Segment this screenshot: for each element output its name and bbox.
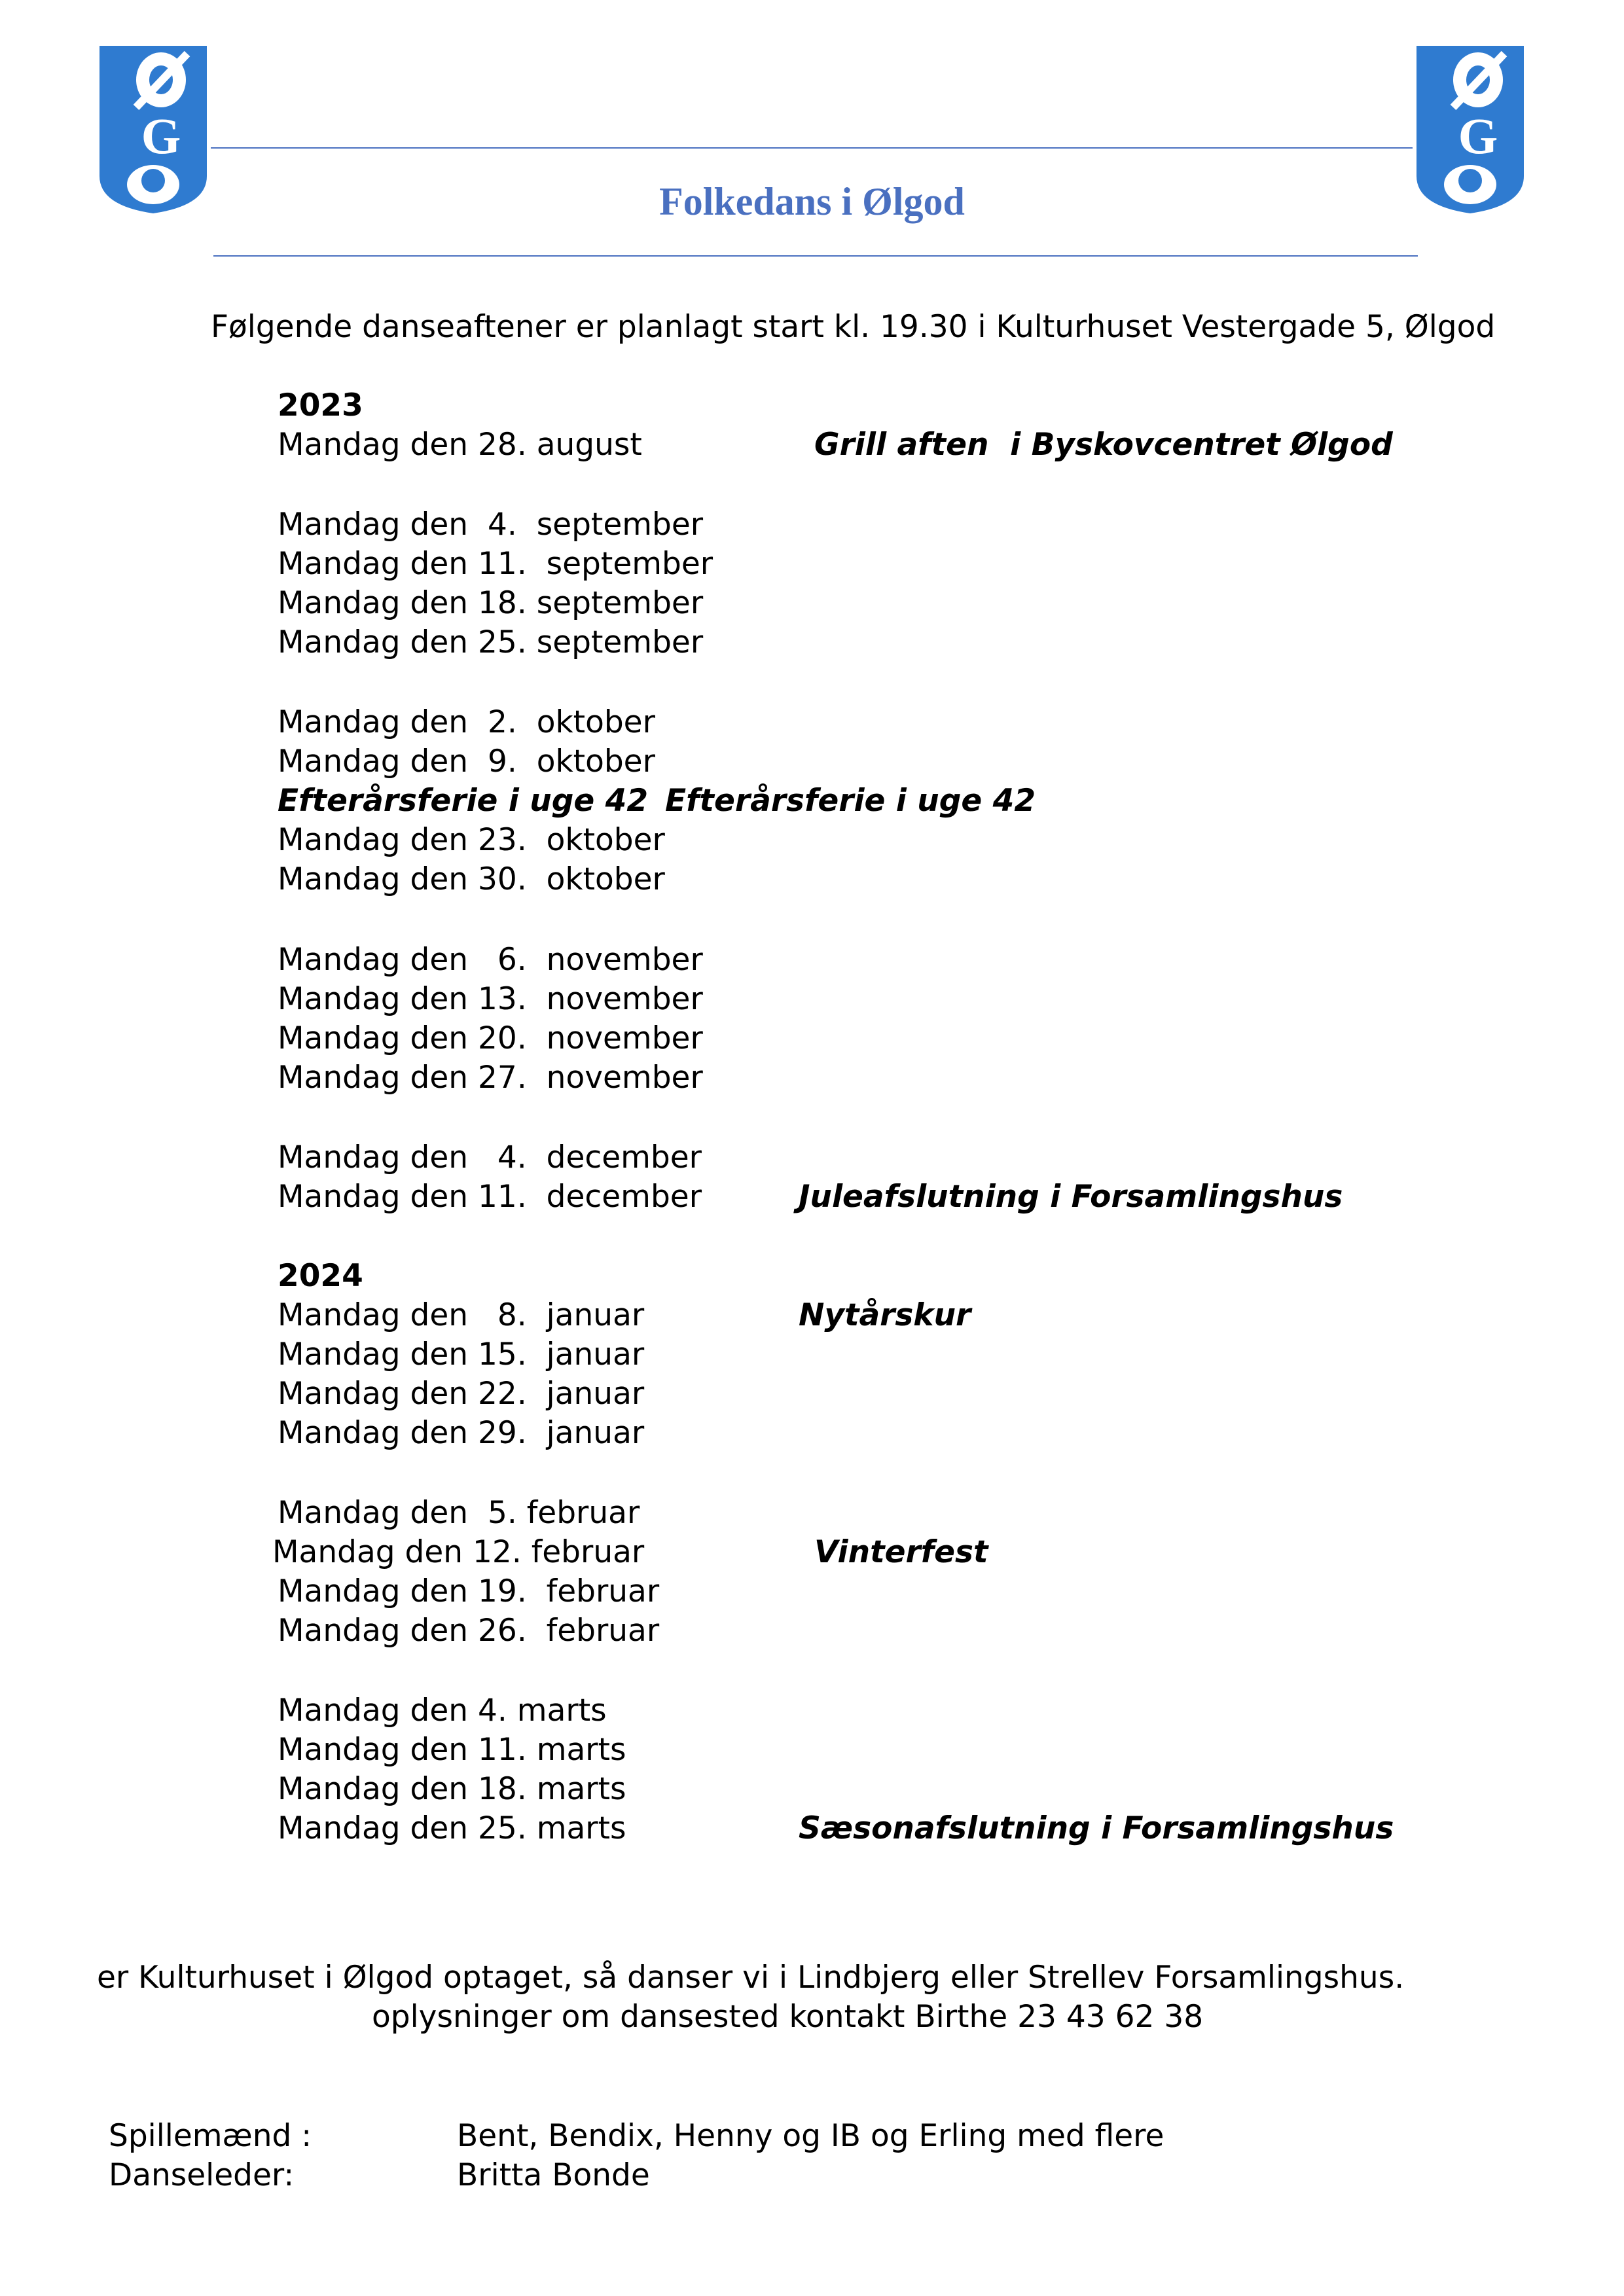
header-rule-top	[211, 147, 1413, 149]
schedule-date: Mandag den 13. november	[278, 981, 703, 1017]
schedule-date: Mandag den 22. januar	[278, 1376, 645, 1412]
schedule-date: Mandag den 11. december	[278, 1179, 702, 1215]
schedule-event-note: Sæsonafslutning i Forsamlingshus	[799, 1810, 1394, 1846]
schedule-date: Mandag den 4. december	[278, 1139, 702, 1175]
schedule-event-note: Grill aften i Byskovcentret Ølgod	[814, 427, 1393, 463]
schedule-date: Mandag den 23. oktober	[278, 822, 665, 858]
schedule-date: Mandag den 4. september	[278, 507, 704, 543]
schedule-date: Mandag den 28. august	[278, 427, 642, 463]
schedule-date: Mandag den 26. februar	[278, 1613, 660, 1649]
schedule-event-note: Juleafslutning i Forsamlingshus	[799, 1179, 1343, 1215]
dance-leader-label: Danseleder:	[109, 2157, 295, 2193]
schedule-date: Mandag den 27. november	[278, 1060, 703, 1096]
intro-text: Følgende danseaftener er planlagt start kl. 19.30 i Kulturhuset Vestergade 5, Ølgod	[211, 309, 1496, 345]
year-heading-2024: 2024	[278, 1258, 363, 1294]
schedule-date: Mandag den 18. september	[278, 585, 704, 621]
venue-note: er Kulturhuset i Ølgod optaget, så danser vi i Lindbjerg eller Strellev Forsamlingshus.	[97, 1960, 1405, 1996]
schedule-date: Mandag den 11. september	[278, 546, 713, 582]
schedule-date: Mandag den 11. marts	[278, 1732, 626, 1768]
holiday-note-left: Efterårsferie i uge 42	[278, 783, 649, 819]
schedule-event-note: Nytårskur	[799, 1297, 971, 1333]
schedule-date: Mandag den 4. marts	[278, 1693, 607, 1729]
schedule-date: Mandag den 5. februar	[278, 1495, 640, 1531]
svg-text:G: G	[141, 107, 181, 164]
schedule-date: Mandag den 19. februar	[278, 1573, 660, 1609]
svg-text:G: G	[1458, 107, 1498, 164]
schedule-date: Mandag den 25. september	[278, 624, 704, 660]
schedule-date: Mandag den 20. november	[278, 1020, 703, 1056]
dance-leader-value: Britta Bonde	[457, 2157, 650, 2193]
schedule-date: Mandag den 30. oktober	[278, 861, 665, 897]
schedule-date: Mandag den 8. januar	[278, 1297, 645, 1333]
schedule-date: Mandag den 6. november	[278, 942, 703, 978]
schedule-event-note: Vinterfest	[814, 1534, 988, 1570]
page-title: Folkedans i Ølgod	[659, 180, 965, 223]
schedule-date: Mandag den 2. oktober	[278, 704, 655, 740]
musicians-label: Spillemænd :	[109, 2118, 312, 2154]
schedule-date: Mandag den 12. februar	[272, 1534, 645, 1570]
header-rule-bottom	[213, 255, 1418, 257]
year-heading-2023: 2023	[278, 387, 363, 423]
holiday-note-right: Efterårsferie i uge 42	[665, 783, 1036, 819]
contact-note: oplysninger om dansested kontakt Birthe 23 43 62 38	[372, 1999, 1204, 2035]
schedule-date: Mandag den 9. oktober	[278, 744, 655, 780]
schedule-date: Mandag den 18. marts	[278, 1771, 626, 1807]
schedule-date: Mandag den 29. januar	[278, 1415, 645, 1451]
schedule-date: Mandag den 15. januar	[278, 1336, 645, 1372]
schedule-date: Mandag den 25. marts	[278, 1810, 626, 1846]
musicians-value: Bent, Bendix, Henny og IB og Erling med flere	[457, 2118, 1164, 2154]
